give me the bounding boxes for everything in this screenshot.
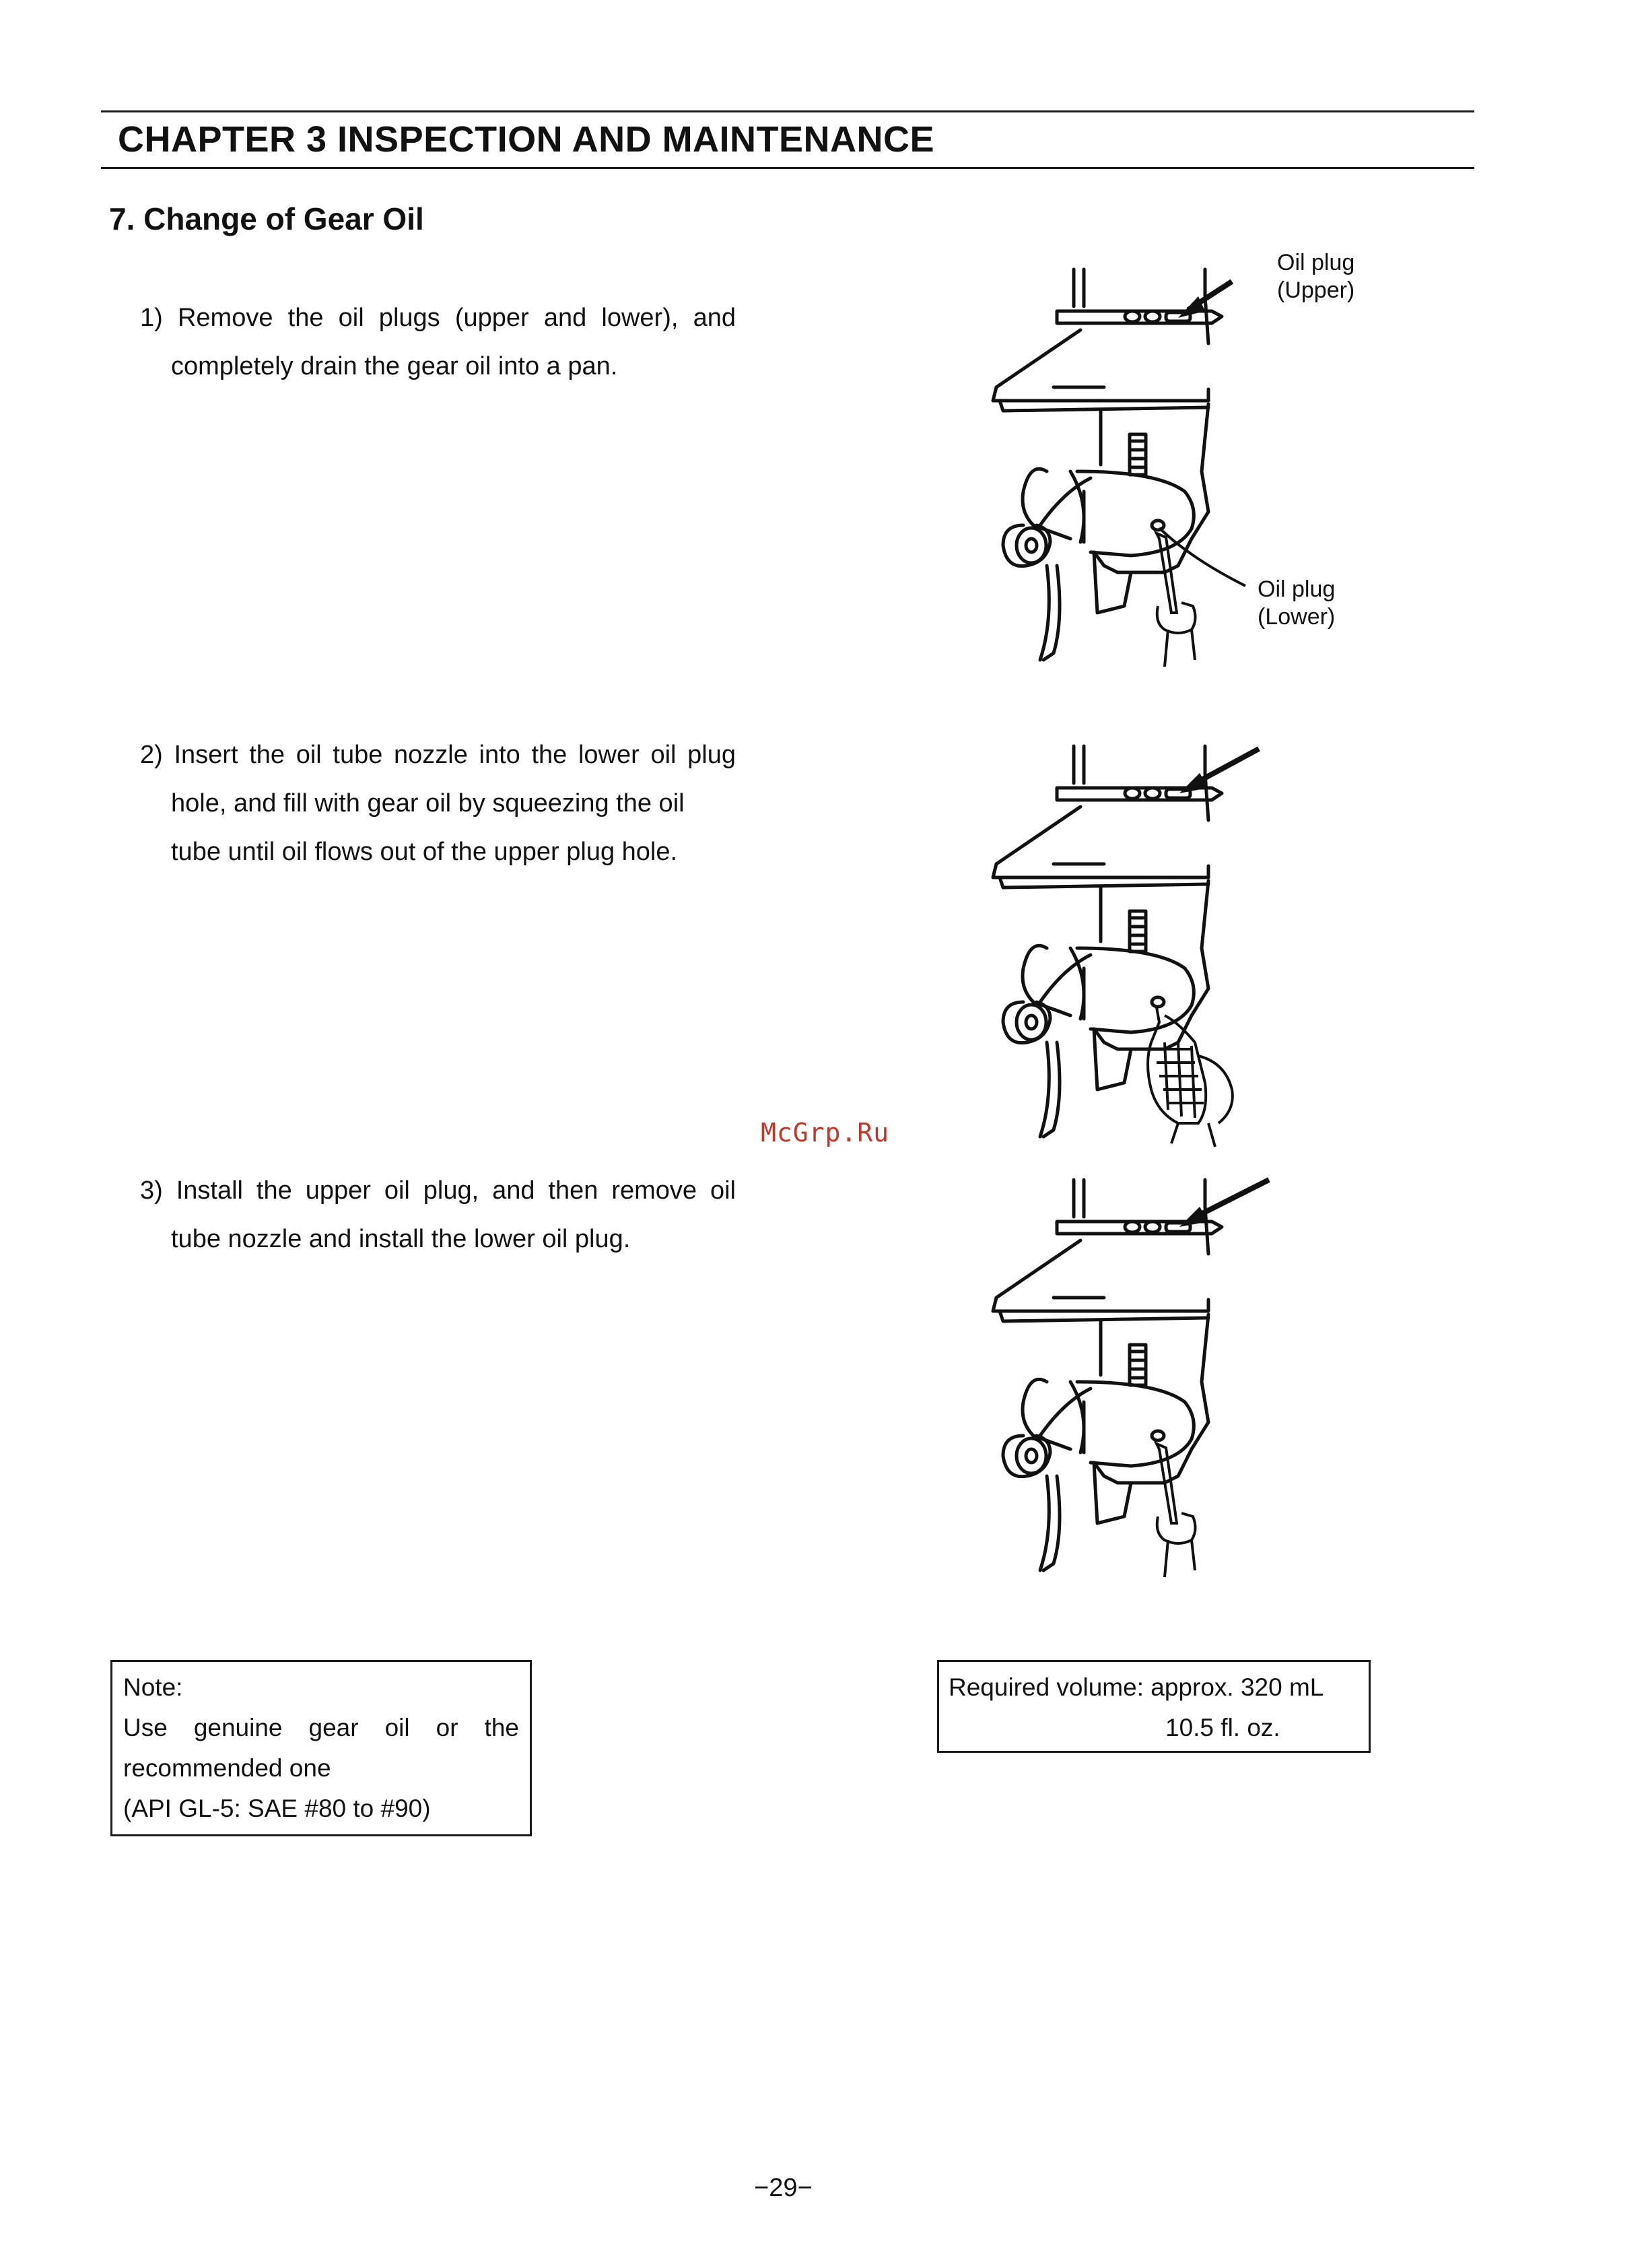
- header-rule-top: [101, 110, 1474, 112]
- step-text-line1: Install the upper oil plug, and then remove oil: [176, 1176, 736, 1205]
- oil-tube-icon: [1148, 1007, 1206, 1123]
- gearcase-figure-install: [976, 1180, 1380, 1584]
- step-text-rest: tube nozzle and install the lower oil plug.: [171, 1225, 631, 1253]
- step-1: [140, 294, 736, 391]
- note-line-2: recommended one: [123, 1754, 331, 1782]
- header-rule-bottom: [101, 167, 1474, 169]
- note-heading: Note:: [123, 1673, 183, 1701]
- required-volume-line-1: Required volume: approx. 320 mL: [949, 1673, 1324, 1701]
- step-2: [140, 731, 736, 876]
- step-text-rest: hole, and fill with gear oil by squeezing the oil tube until oil flows out of the upper plug hole.: [171, 789, 685, 866]
- gearcase-figure-fill: [976, 746, 1380, 1150]
- section-title: 7. Change of Gear Oil: [109, 201, 424, 236]
- chapter-title: CHAPTER 3 INSPECTION AND MAINTENANCE: [118, 119, 935, 160]
- step-3: [140, 1166, 736, 1263]
- required-volume-box: [937, 1660, 1371, 1753]
- note-line-3: (API GL-5: SAE #80 to #90): [123, 1795, 431, 1822]
- note-line-1: Use genuine gear oil or the: [123, 1714, 519, 1741]
- page-number: −29−: [754, 2174, 813, 2202]
- step-number: 3): [140, 1176, 163, 1205]
- step-number: 2): [140, 741, 163, 769]
- watermark: McGrp.Ru: [761, 1118, 890, 1147]
- step-text-line1: Remove the oil plugs (upper and lower), and: [177, 304, 736, 332]
- note-box: [110, 1660, 532, 1836]
- label-oil-plug-lower: Oil plug (Lower): [1258, 576, 1336, 630]
- step-text-line1: Insert the oil tube nozzle into the lower oil plug: [174, 741, 736, 769]
- step-text-rest: completely drain the gear oil into a pan.: [171, 352, 618, 380]
- required-volume-line-2: 10.5 fl. oz.: [1165, 1714, 1280, 1741]
- label-oil-plug-upper: Oil plug (Upper): [1277, 250, 1355, 303]
- step-number: 1): [140, 304, 163, 332]
